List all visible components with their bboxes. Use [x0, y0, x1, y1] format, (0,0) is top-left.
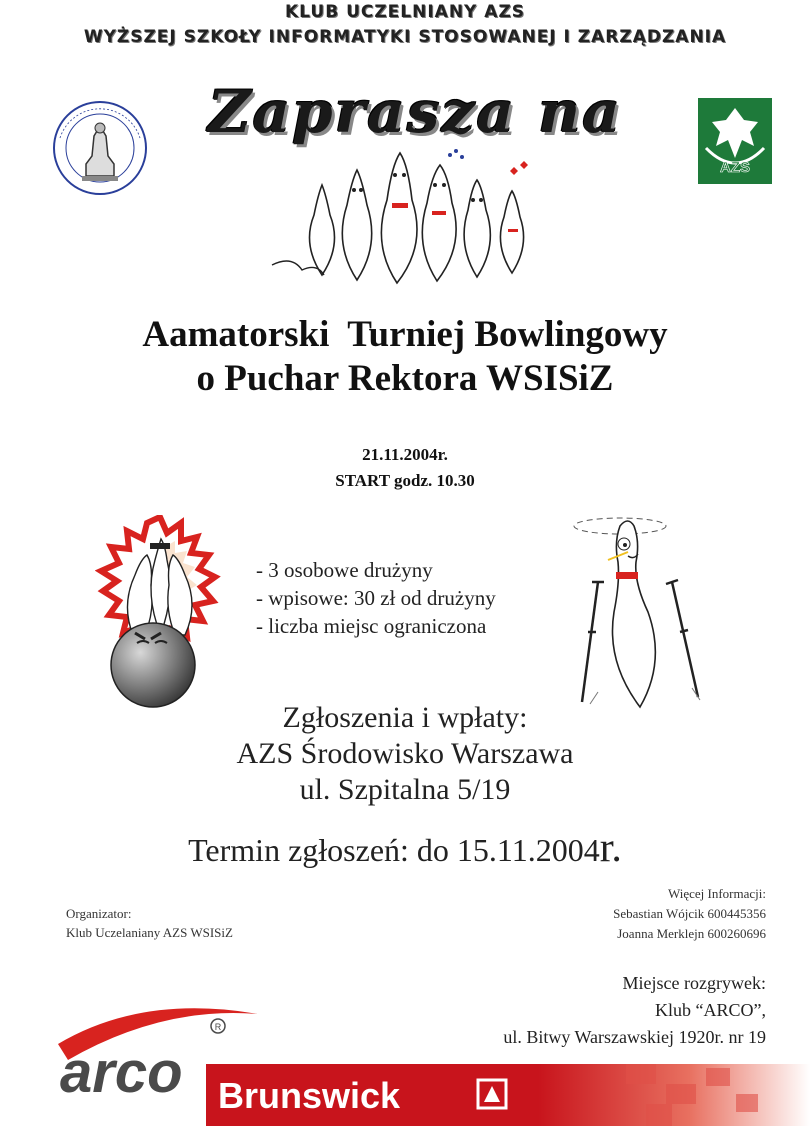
- deadline-suffix: r.: [599, 825, 622, 871]
- venue-label: Miejsce rozgrywek:: [622, 973, 766, 993]
- club-name-line: KLUB UCZELNIANY AZS: [284, 2, 526, 22]
- organizer-name: Klub Uczelaniany AZS WSISiZ: [66, 925, 233, 940]
- registration-deadline: [0, 824, 810, 872]
- contact-sebastian: Sebastian Wójcik 600445356: [613, 906, 766, 921]
- brunswick-banner: [206, 1064, 810, 1126]
- azs-logo: [698, 98, 772, 184]
- organizer-info: [66, 904, 366, 942]
- university-seal-logo: [42, 98, 158, 198]
- deadline-text: Termin zgłoszeń: do 15.11.2004: [188, 832, 600, 868]
- venue-address: ul. Bitwy Warszawskiej 1920r. nr 19: [503, 1027, 766, 1047]
- applications-heading: Zgłoszenia i wpłaty:: [282, 701, 528, 734]
- contact-label: Więcej Informacji:: [667, 886, 766, 901]
- venue-club: Klub “ARCO”,: [655, 1000, 766, 1020]
- injured-pin-crutches-illustration: [568, 512, 716, 712]
- event-schedule: [0, 442, 810, 494]
- tournament-title-line-2: o Puchar Rektora WSISiZ: [196, 358, 614, 399]
- contact-joanna: Joanna Merklejn 600260696: [617, 926, 766, 941]
- applications-organization: AZS Środowisko Warszawa: [236, 737, 574, 770]
- organizer-label: Organizator:: [66, 906, 132, 921]
- rule-team-size: - 3 osobowe drużyny: [256, 558, 433, 582]
- tournament-title-line-1: Aamatorski Turniej Bowlingowy: [142, 314, 668, 355]
- event-start-time: START godz. 10.30: [335, 471, 475, 490]
- applications-address: ul. Szpitalna 5/19: [299, 773, 511, 806]
- venue-info: [420, 970, 766, 1051]
- school-name-line: WYŻSZEJ SZKOŁY INFORMATYKI STOSOWANEJ I ZARZĄDZANIA: [83, 27, 727, 47]
- rules-list: [256, 556, 576, 640]
- event-date: 21.11.2004r.: [362, 445, 448, 464]
- arco-logo-text: arco: [60, 1040, 183, 1100]
- rule-limited-places: - liczba miejsc ograniczona: [256, 614, 487, 638]
- svg-text:R: R: [214, 1022, 222, 1032]
- rule-entry-fee: - wpisowe: 30 zł od drużyny: [256, 586, 496, 610]
- azs-logo-text: AZS: [720, 159, 750, 176]
- tournament-title: [0, 313, 810, 401]
- brunswick-logo-text: Brunswick: [218, 1075, 401, 1116]
- bowling-pins-illustration: [262, 145, 562, 285]
- contact-info: [460, 884, 766, 944]
- invite-heading: Zaprasza na: [208, 78, 622, 146]
- bowling-ball-burst-illustration: [95, 515, 225, 710]
- applications-info: [0, 700, 810, 808]
